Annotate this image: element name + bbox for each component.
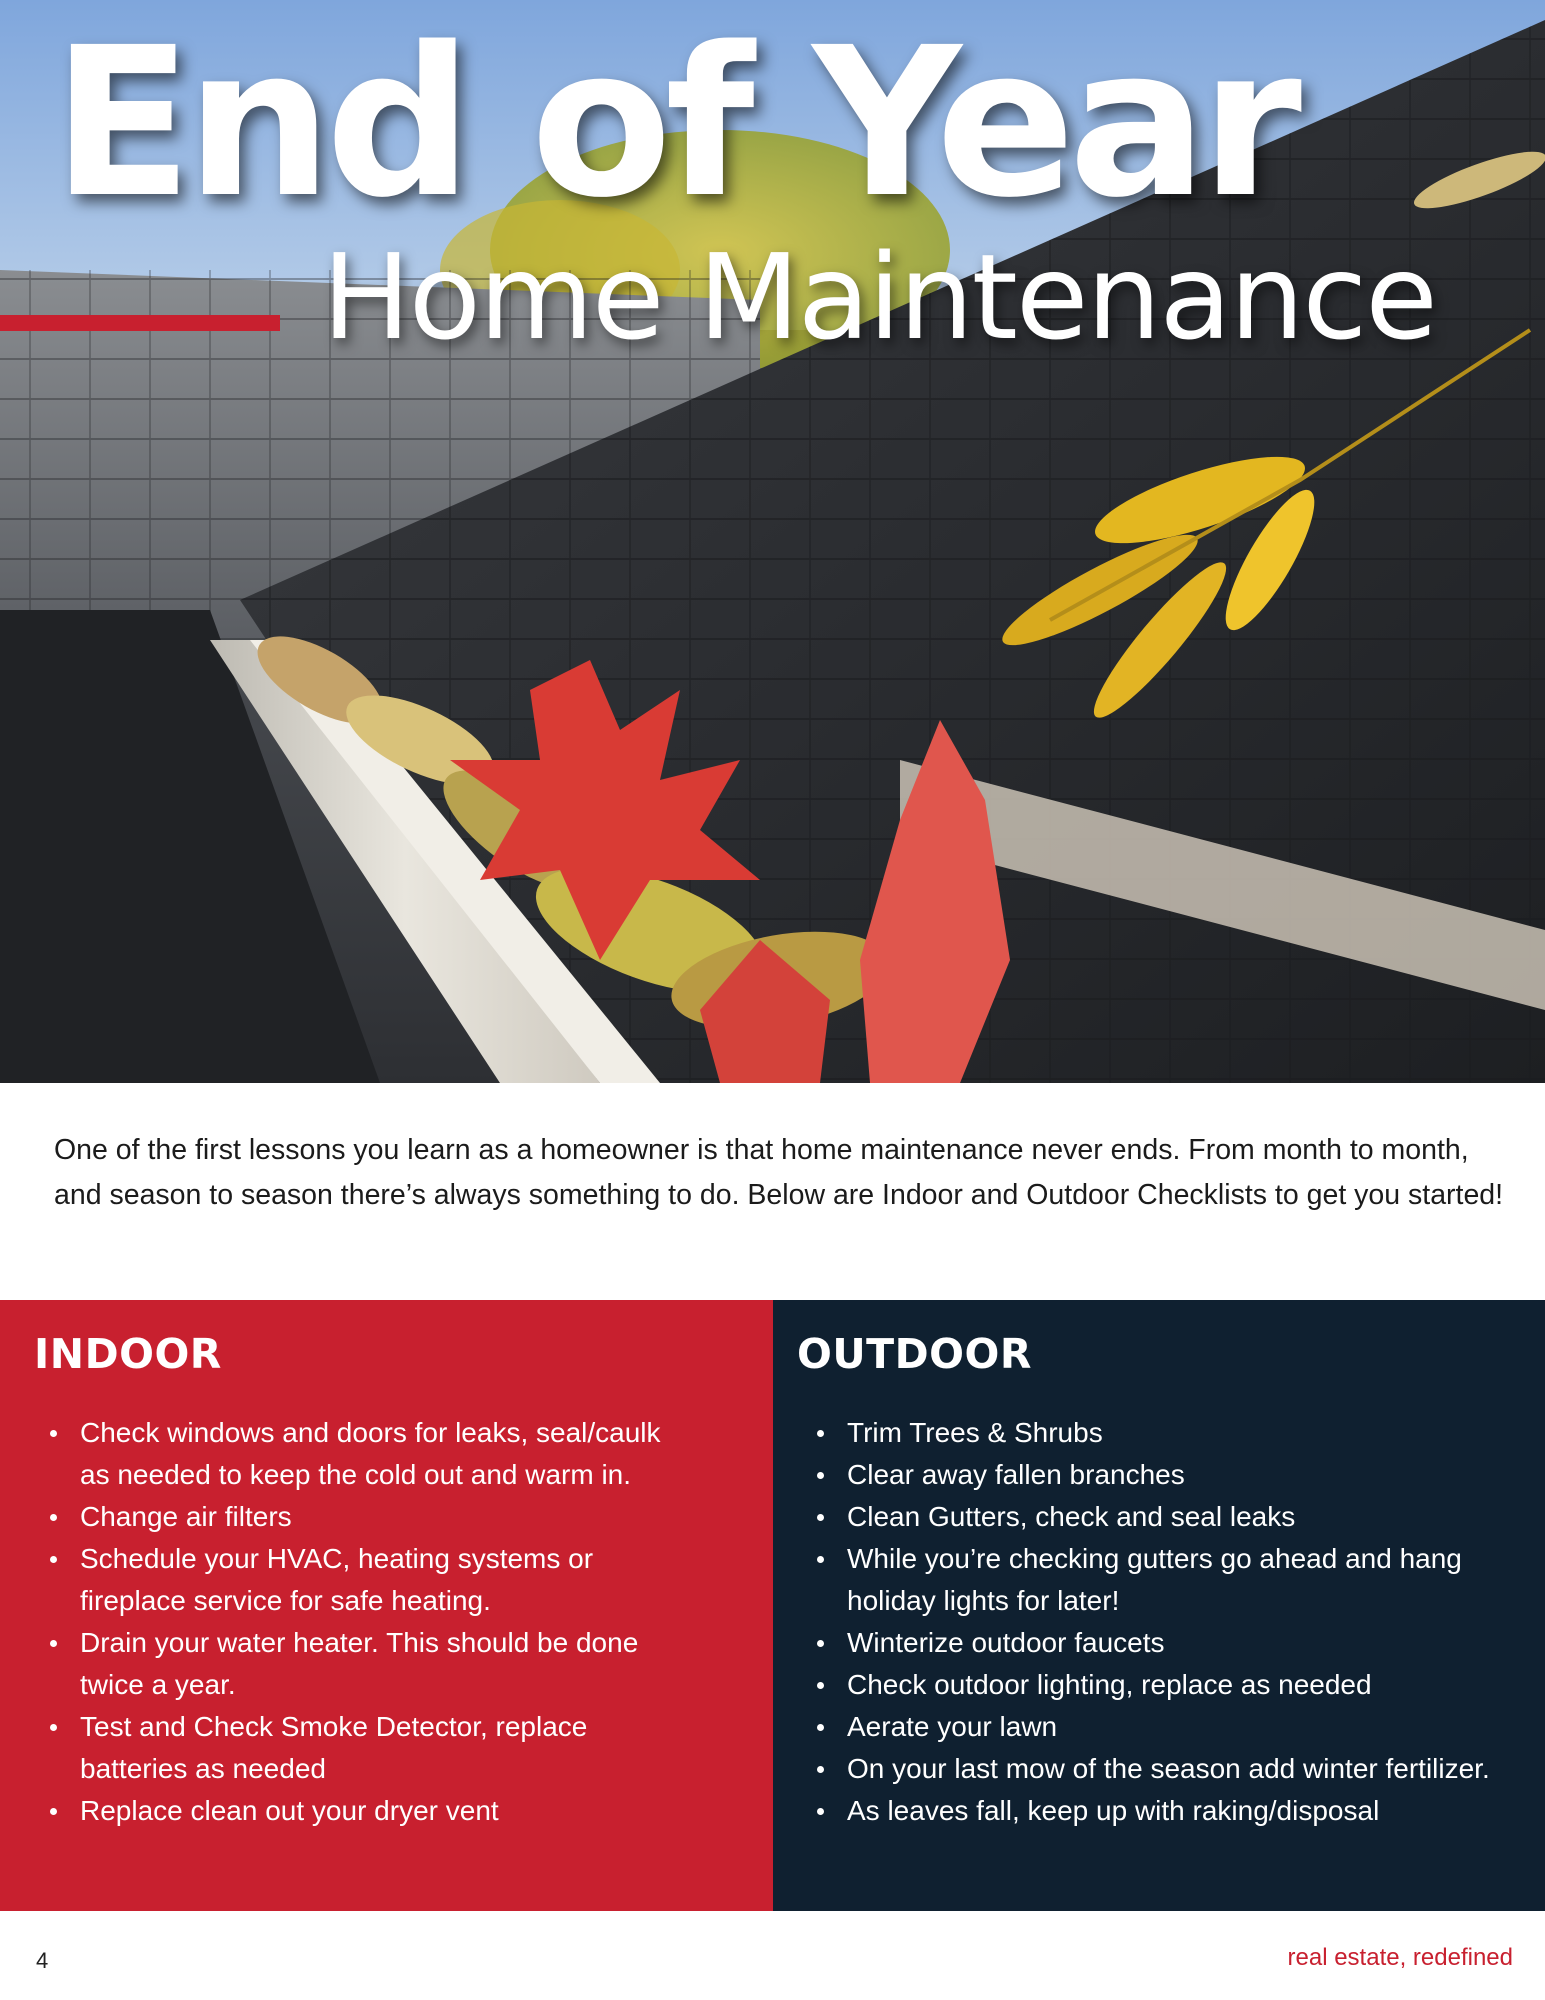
list-item: Test and Check Smoke Detector, replace batteries as needed [48, 1706, 688, 1790]
intro-paragraph: One of the first lessons you learn as a homeowner is that home maintenance never ends. From month to month, and season to season there’s always something to do. Below are Indoor and Outdoor Checklists to get you started! [54, 1134, 1504, 1211]
list-item: On your last mow of the season add winter fertilizer. [815, 1748, 1515, 1790]
page-number: 4 [36, 1948, 49, 1973]
page-subtitle: Home Maintenance [322, 228, 1436, 366]
footer-tagline: real estate, redefined [1287, 1944, 1513, 1971]
list-item: Clear away fallen branches [815, 1454, 1515, 1496]
indoor-checklist [0, 1300, 773, 1911]
list-item: Change air filters [48, 1496, 688, 1538]
indoor-heading: INDOOR [34, 1330, 222, 1378]
list-item: Winterize outdoor faucets [815, 1622, 1515, 1664]
list-item: Check windows and doors for leaks, seal/caulk as needed to keep the cold out and warm in. [48, 1412, 688, 1496]
list-item: Clean Gutters, check and seal leaks [815, 1496, 1515, 1538]
list-item: While you’re checking gutters go ahead and hang holiday lights for later! [815, 1538, 1515, 1622]
list-item: Replace clean out your dryer vent [48, 1790, 688, 1832]
list-item: Trim Trees & Shrubs [815, 1412, 1515, 1454]
outdoor-checklist [773, 1300, 1545, 1911]
list-item: Aerate your lawn [815, 1706, 1515, 1748]
page-title: End of Year [52, 3, 1295, 243]
list-item: Schedule your HVAC, heating systems or fireplace service for safe heating. [48, 1538, 688, 1622]
accent-rule [0, 315, 280, 331]
list-item: As leaves fall, keep up with raking/disposal [815, 1790, 1515, 1832]
list-item: Drain your water heater. This should be done twice a year. [48, 1622, 688, 1706]
outdoor-list [815, 1412, 1515, 1832]
outdoor-heading: OUTDOOR [797, 1330, 1032, 1378]
indoor-list [48, 1412, 688, 1832]
list-item: Check outdoor lighting, replace as needed [815, 1664, 1515, 1706]
